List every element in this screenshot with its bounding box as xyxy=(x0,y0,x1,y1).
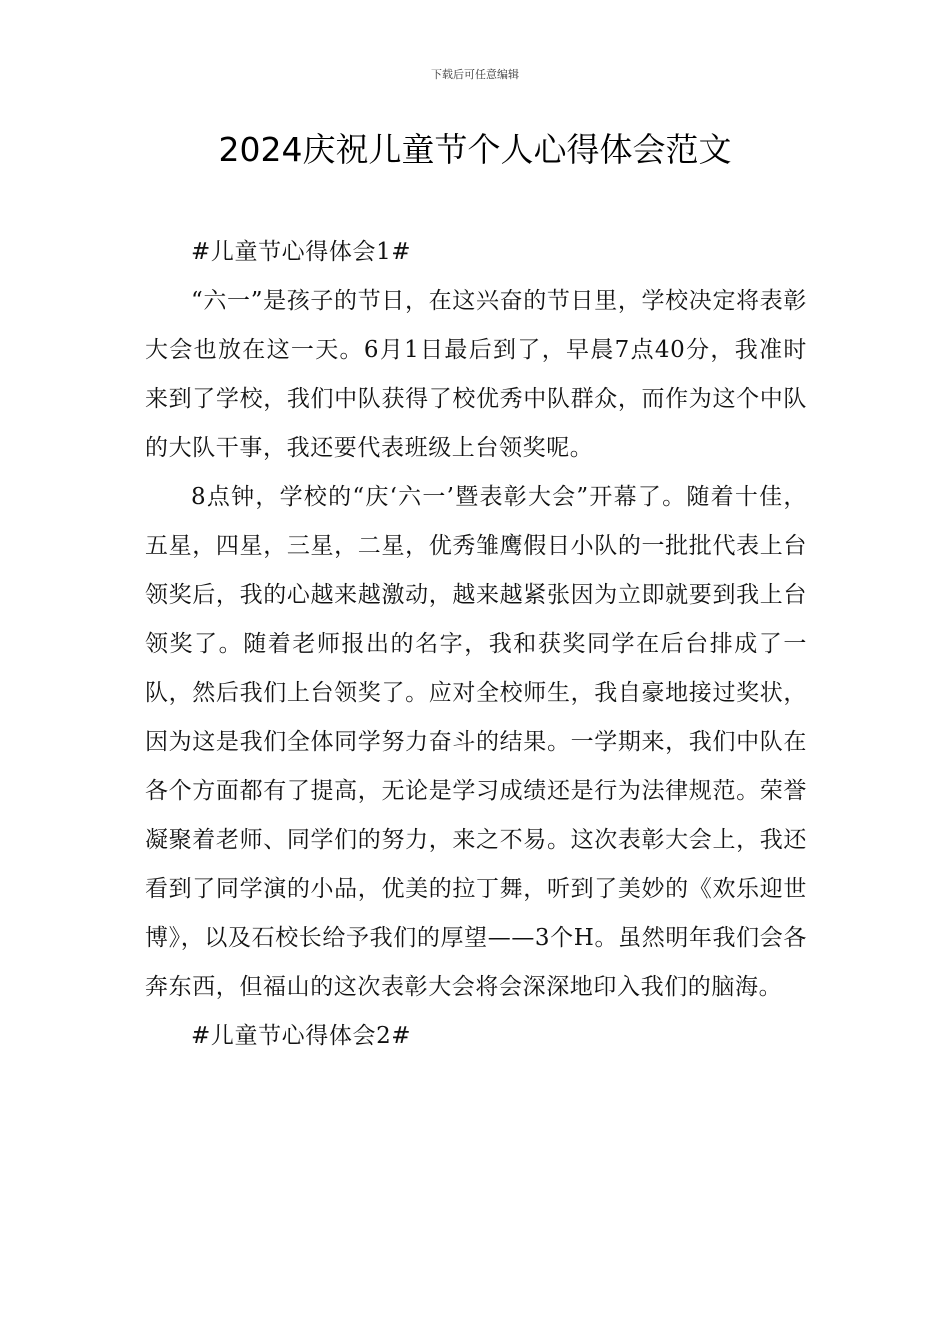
header-note: 下载后可任意编辑 xyxy=(431,68,519,81)
body-paragraph: 8点钟，学校的“庆‘六一’暨表彰大会”开幕了。随着十佳，五星，四星，三星，二星，优秀雏鹰假日小队的一批批代表上台领奖后，我的心越来越激动，越来越紧张因为立即就要到我上台领奖了。随着老师报出的名字，我和获奖同学在后台排成了一队，然后我们上台领奖了。应对全校师生，我自豪地接过奖状，因为这是我们全体同学努力奋斗的结果。一学期来，我们中队在各个方面都有了提高，无论是学习成绩还是行为法律规范。荣誉凝聚着老师、同学们的努力，来之不易。这次表彰大会上，我还看到了同学演的小品，优美的拉丁舞，听到了美妙的《欢乐迎世博》，以及石校长给予我们的厚望——3个H。虽然明年我们会各奔东西，但福山的这次表彰大会将会深深地印入我们的脑海。 xyxy=(145,484,807,1000)
section-heading-1: #儿童节心得体会1# xyxy=(191,239,412,265)
section-heading-2: #儿童节心得体会2# xyxy=(191,1023,412,1049)
body-paragraph: “六一”是孩子的节日，在这兴奋的节日里，学校决定将表彰大会也放在这一天。6月1日最后到了，早晨7点40分，我准时来到了学校，我们中队获得了校优秀中队群众，而作为这个中队的大队干事，我还要代表班级上台领奖呢。 xyxy=(145,288,807,461)
document-title: 2024庆祝儿童节个人心得体会范文 xyxy=(218,130,732,169)
document-body xyxy=(145,228,807,1061)
